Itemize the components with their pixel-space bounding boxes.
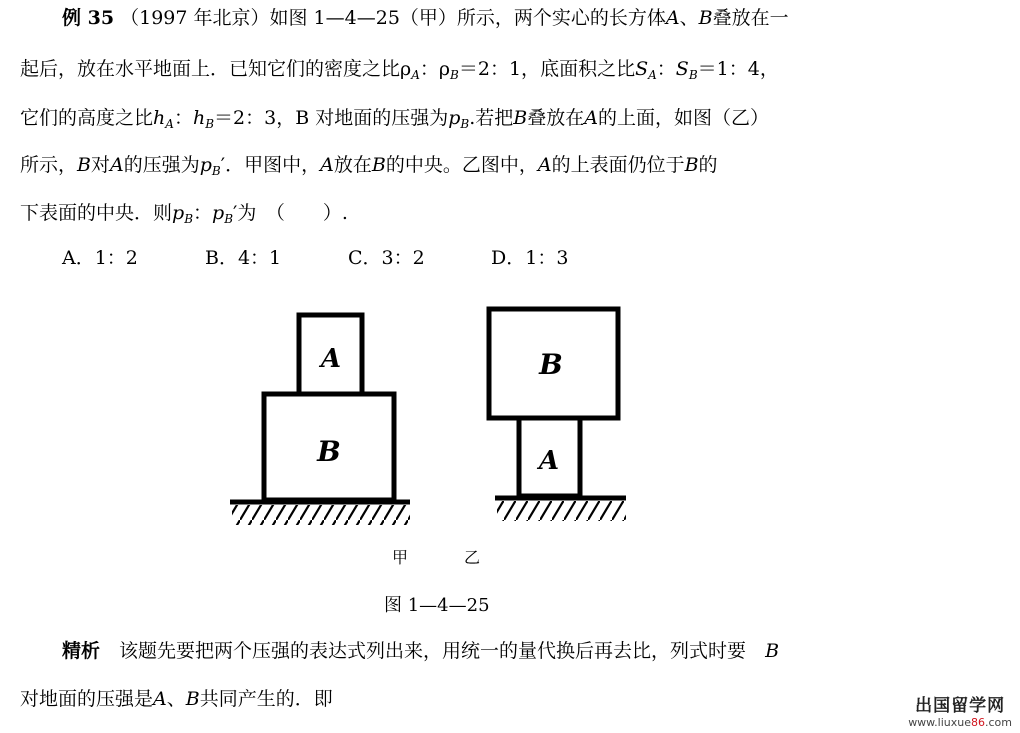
analysis-label: 精析 — [62, 640, 101, 662]
ground-hatch-left — [232, 505, 410, 525]
figure-right — [489, 309, 626, 521]
label-yi: 乙 — [464, 548, 481, 567]
box-b-left-label: B — [317, 435, 341, 468]
problem-line-3: 它们的高度之比$h_A$：$h_B=2$：3，B 对地面的压强为$p_B$.若把B叠放在A的上面，如图（乙） — [20, 107, 770, 131]
figure-caption: 图 1—4—25 — [384, 595, 490, 616]
example-label: 例 35 — [62, 7, 115, 29]
watermark-title: 出国留学网 — [915, 696, 1006, 716]
figure-left — [230, 315, 410, 525]
box-a-right-label: A — [538, 446, 560, 476]
label-jia: 甲 — [392, 548, 409, 567]
box-a-left-label: A — [320, 344, 342, 374]
analysis-line-2: 对地面的压强是A、B共同产生的．即 — [20, 688, 333, 710]
box-b-right-label: B — [539, 348, 563, 381]
option-b[interactable]: B．4：1 — [205, 247, 282, 269]
source-note: （1997 年北京） — [120, 7, 270, 29]
problem-line-5: 下表面的中央．则$p_B$：$p_B'$为 （ ）. — [20, 202, 348, 226]
watermark-url: www.liuxue86.com — [908, 716, 1012, 729]
ground-hatch-right — [497, 501, 626, 521]
option-a[interactable]: A．1：2 — [62, 247, 138, 269]
problem-line-1: 例 35 （1997 年北京）如图 1—4—25（甲）所示，两个实心的长方体A、B叠放在一 — [62, 7, 789, 29]
option-d[interactable]: D．1：3 — [491, 247, 569, 269]
watermark — [908, 691, 1012, 729]
problem-line-2: 起后，放在水平地面上．已知它们的密度之比$\rho_A$：$\rho_B=2$：1，底面积之比$S_A$：$S_B=1$：4， — [20, 58, 779, 82]
analysis-line-1: 精析 该题先要把两个压强的表达式列出来，用统一的量代换后再去比，列式时要 B — [62, 640, 780, 662]
option-c[interactable]: C．3：2 — [348, 247, 425, 269]
problem-line-4: 所示，B对A的压强为$p_B'$．甲图中，A放在B的中央。乙图中，A的上表面仍位于B的 — [20, 154, 718, 178]
